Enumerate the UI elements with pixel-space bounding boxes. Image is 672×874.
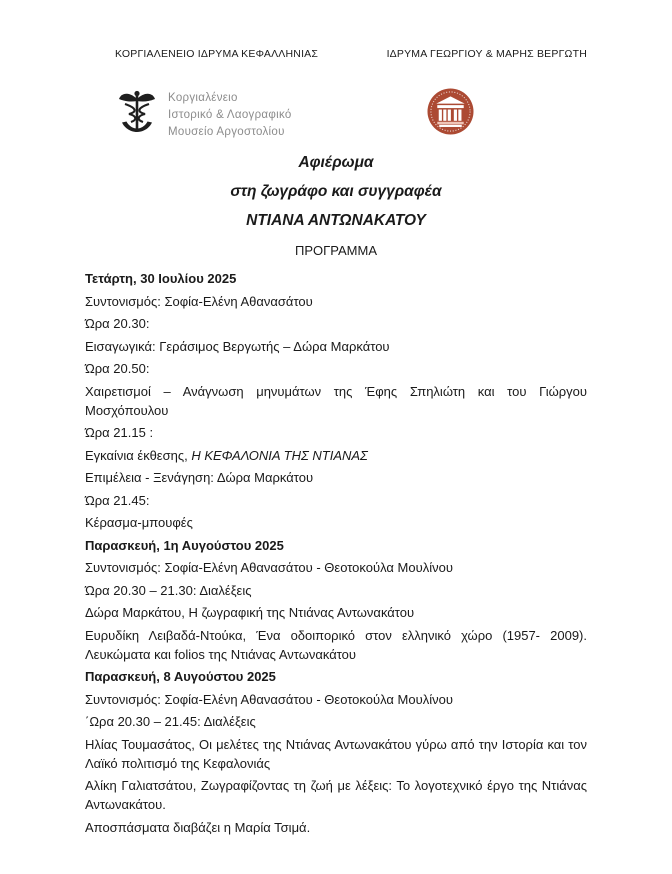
program-text: Κέρασμα-μπουφές: [85, 515, 193, 530]
institution-right: ΙΔΡΥΜΑ ΓΕΩΡΓΙΟΥ & ΜΑΡΗΣ ΒΕΡΓΩΤΗ: [386, 48, 587, 60]
program-text: Συντονισμός: Σοφία-Ελένη Αθανασάτου - Θεοτοκούλα Μουλίνου: [85, 691, 453, 707]
title-line-1: Αφιέρωμα: [298, 154, 374, 171]
temple-seal-icon: [427, 122, 474, 139]
program-line: [85, 513, 587, 532]
program-line: [85, 818, 587, 837]
date-heading: [85, 536, 587, 555]
program-line: [85, 491, 587, 510]
program-text: Συντονισμός: Σοφία-Ελένη Αθανασάτου - Θεοτοκούλα Μουλίνου: [85, 560, 453, 575]
program-line: [85, 626, 587, 664]
program-line: [85, 359, 587, 378]
program-heading: ΠΡΟΓΡΑΜΜΑ: [294, 243, 378, 258]
program-text: Χαιρετισμοί – Ανάγνωση μηνυμάτων της Έφης Σπηλιώτη και του Γιώργου Μοσχόπουλου: [85, 383, 587, 418]
museum-logo-line1: Κοργιαλένειο: [168, 92, 238, 104]
program-text: Ώρα 20.50:: [85, 361, 150, 376]
program-text: Επιμέλεια - Ξενάγηση: Δώρα Μαρκάτου: [85, 470, 314, 485]
program-text: Ηλίας Τουμασάτος, Οι μελέτες της Ντιάνας Αντωνακάτου γύρω από την Ιστορία και τον Λαϊκό πολιτισμό της Κεφαλονιάς: [85, 736, 587, 771]
exhibition-title-text: Η ΚΕΦΑΛΟΝΙΑ ΤΗΣ ΝΤΙΑΝΑΣ: [191, 447, 368, 463]
program-line: [85, 581, 587, 600]
program-text: Δώρα Μαρκάτου, Η ζωγραφική της Ντιάνας Αντωνακάτου: [85, 605, 415, 620]
program-line: [85, 776, 587, 814]
program-text: Ώρα 20.30 – 21.30: Διαλέξεις: [85, 582, 252, 598]
program-line: [85, 314, 587, 333]
logos-row: [85, 88, 587, 138]
program-text: Τετάρτη, 30 Ιουλίου 2025: [85, 271, 237, 286]
program-line: [85, 603, 587, 622]
program-text: Ώρα 20.30:: [85, 316, 150, 331]
program-line: [85, 712, 587, 731]
date-heading: [85, 667, 587, 686]
program-text: Ευρυδίκη Λειβαδά-Ντούκα, Ένα οδοιπορικό στον ελληνικό χώρο (1957- 2009). Λευκώματα και folios της Ντιάνας Αντωνακάτου: [85, 627, 587, 662]
date-heading: [85, 269, 587, 288]
program-text: Εισαγωγικά: Γεράσιμος Βεργωτής – Δώρα Μαρκάτου: [85, 338, 390, 354]
program-line: [85, 690, 587, 709]
program-text: Παρασκευή, 8 Αυγούστου 2025: [85, 669, 276, 684]
document-title: [85, 153, 587, 231]
program-text: Ώρα 21.45:: [85, 492, 150, 508]
program-body: [85, 269, 587, 837]
title-line-3: ΝΤΙΑΝΑ ΑΝΤΩΝΑΚΑΤΟΥ: [246, 212, 426, 229]
museum-logo-text: [168, 88, 292, 141]
program-line: [85, 337, 587, 356]
institution-left: ΚΟΡΓΙΑΛΕΝΕΙΟ ΙΔΡΥΜΑ ΚΕΦΑΛΛΗΝΙΑΣ: [115, 48, 319, 60]
program-line: [85, 292, 587, 311]
program-line: [85, 382, 587, 420]
museum-logo: [116, 88, 292, 143]
program-text: ΄Ωρα 20.30 – 21.45: Διαλέξεις: [85, 714, 256, 729]
foundation-seal-logo: [427, 88, 474, 140]
institutions-header: [85, 47, 587, 61]
program-line: [85, 446, 587, 465]
program-line: [85, 735, 587, 773]
title-line-2: στη ζωγράφο και συγγραφέα: [230, 183, 442, 200]
museum-logo-line3: Μουσείο Αργοστολίου: [168, 126, 285, 138]
program-text: Παρασκευή, 1η Αυγούστου 2025: [85, 537, 284, 553]
program-text: Αποσπάσματα διαβάζει η Μαρία Τσιμά.: [85, 819, 311, 835]
program-text: Ώρα 21.15 :: [85, 425, 154, 440]
program-text: Εγκαίνια έκθεσης,: [85, 447, 192, 463]
caduceus-emblem-icon: [116, 88, 158, 143]
program-line: [85, 423, 587, 442]
museum-logo-line2: Ιστορικό & Λαογραφικό: [168, 109, 292, 121]
program-line: [85, 558, 587, 577]
program-text: Αλίκη Γαλιατσάτου, Ζωγραφίζοντας τη ζωή με λέξεις: Το λογοτεχνικό έργο της Ντιάνας Αντωνακάτου.: [85, 778, 587, 812]
program-line: [85, 468, 587, 487]
program-text: Συντονισμός: Σοφία-Ελένη Αθανασάτου: [85, 293, 313, 309]
